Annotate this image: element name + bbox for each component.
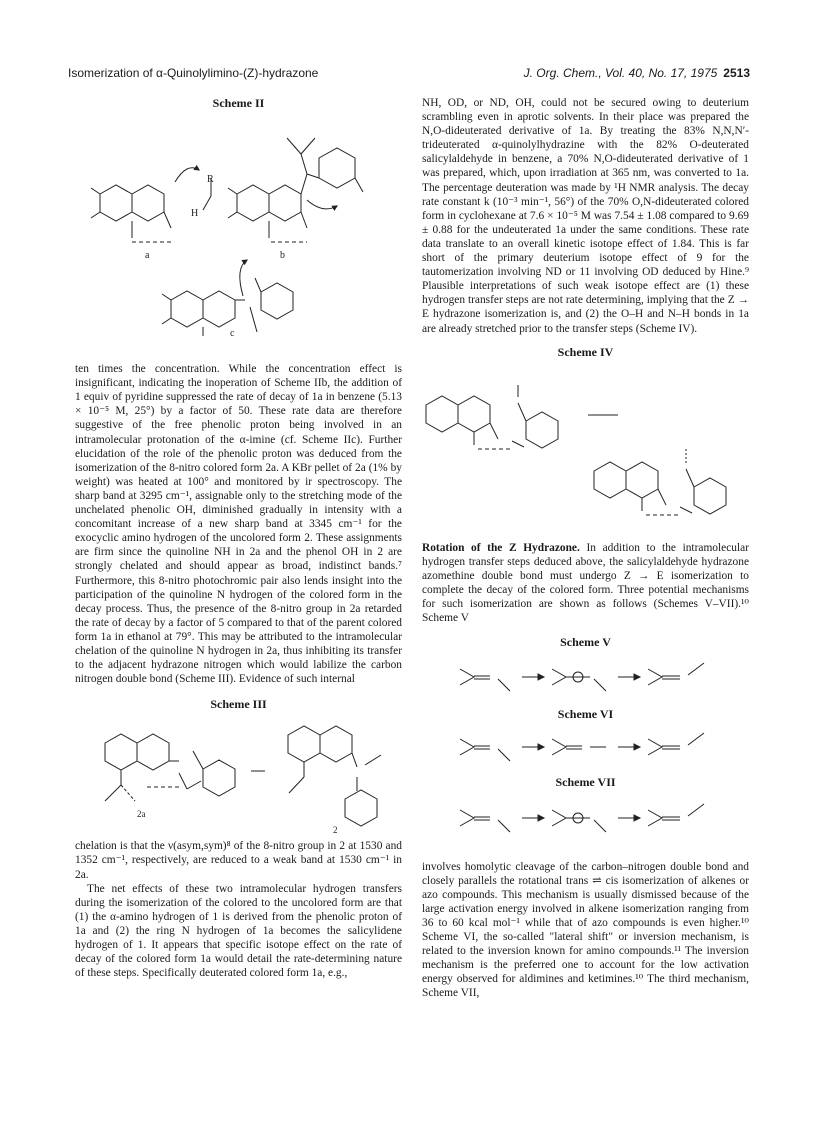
left-paragraph-1: ten times the concentration. While the concentration effect is insignificant, indicating the inoperation of Scheme IIb, the addition of 1 equiv of pyridine suppressed the rate of decay of 1a in benzene (5.13 × 10⁻⁵ M, 25°) by a factor of 50. These rate data are therefore suggestive of the free phenolic proton being involved in an intramolecular protonation of the α-imine (cf. Scheme IIc). Further elucidation of the role of the phenolic proton was deduced from the isomerization of the 8-nitro colored form 2a. A KBr pellet of 2a (1% by weight) was heated at 100° and monitored by ir spectroscopy. The sharp band at 3295 cm⁻¹, assignable only to the stretching mode of the unchelated phenolic OH, diminished gradually in intensity with a concomitant increase of a new sharp band at 3345 cm⁻¹ for the exocyclic amino hydrogen of the uncolored form 2. These assignments are firm since the quinoline NH in 2a and the phenol OH in 2 are strongly chelated and should appear as broad, indistinct bands.⁷ Furthermore, this 8-nitro photochromic pair also lends insight into the participation of the quinoline N hydrogen of the colored form in the decay process. Thus, the presence of the 8-nitro group in 2a retarded the rate of decay by a factor of 5 compared to that of the parent colored form 1a in ethanol at 79°. This may be attributed to the intramolecular chelation of the quinoline N hydrogen in 2a, thus inhibiting its transfer to the adjacent hydrazone nitrogen which would labilize the carbon nitrogen double bond (Scheme III). Evidence of such internal <box>75 363 402 686</box>
journal-ref: J. Org. Chem., Vol. 40, No. 17, 1975 <box>523 66 718 80</box>
running-header <box>68 66 750 84</box>
left-paragraph-3: The net effects of these two intramolecular hydrogen transfers during the isomerization of the colored to the uncolored form are that (1) the α-amino hydrogen of 1 is derived from the phenolic proton of 1a and (2) the ring N hydrogen of 1a becomes the salicylidene hydrogen of 1. It appears that specific isotope effect on the rate of decay of the colored form 1a would detail the rate-determining nature of these steps. Specifically deuterated colored form 1a, e.g., <box>75 882 402 980</box>
scheme-2-figure <box>75 110 402 338</box>
scheme-5-figure <box>422 649 749 705</box>
scheme-2-label-H: H <box>191 208 199 220</box>
running-title: Isomerization of α-Quinolylimino-(Z)-hydrazone <box>68 66 319 80</box>
scheme-6-figure <box>422 721 749 773</box>
scheme-2-label-a: a <box>145 250 150 262</box>
scheme-3-label-2: 2 <box>333 825 338 834</box>
right-paragraph-1: NH, OD, or ND, OH, could not be secured owing to deuterium scrambling even in aprotic solvents. In their place was prepared the N,O-dideuterated derivative of 1a. By treating the 83% N,N,N′-trideuterated α-quinolylhydrazine with the 82% O-deuterated salicylaldehyde in benzene, a 70% N,O-dideuterated derivative of 1 was prepared, which, upon irradiation at 365 nm, was converted to 1a. The percentage deuteration was made by ¹H NMR analysis. The decay rate constant k (10⁻³ min⁻¹, 56°) of the 70% O,N-dideuterated colored form in cyclohexane at 7.6 × 10⁻⁵ M was 7.54 ± 1.08 compared to 9.69 ± 0.88 for the undeuterated 1a under the same conditions. These rate data translate to an overall kinetic isotope effect of 1.84. This is far short of the primary deuterium isotope effect of 9 for the tautomerization involving ND or 11 involving OD deduced by Hine.⁹ Plausible interpretations of such weak isotope effect are (1) these hydrogen transfer steps are not rate determining, implying that the Z → E hydrazone isomerization is, and (2) the O–H and N–H bonds in 1a are already stretched prior to the transfer steps (Scheme IV). <box>422 97 749 335</box>
scheme-5-title: Scheme V <box>560 635 611 650</box>
left-paragraph-2: chelation is that the ν(asym,sym)⁸ of the 8-nitro group in 2 at 1530 and 1352 cm⁻¹, respectively, are reduced to a weak band at 1530 cm⁻¹ in 2a. <box>75 840 402 881</box>
scheme-2-label-b: b <box>280 250 285 262</box>
scheme-6-title: Scheme VI <box>557 707 614 722</box>
scheme-7-title: Scheme VII <box>555 775 616 790</box>
scheme-3-title: Scheme III <box>210 697 267 712</box>
scheme-2-label-c: c <box>230 328 235 339</box>
scheme-4-title: Scheme IV <box>557 344 614 359</box>
scheme-3-label-2a: 2a <box>137 809 146 820</box>
scheme-2-title: Scheme II <box>212 96 265 110</box>
scheme-2-label-R: R <box>207 174 214 186</box>
scheme-4-figure <box>422 359 749 535</box>
rotation-heading: Rotation of the Z Hydrazone. <box>422 541 580 554</box>
right-paragraph-2 <box>422 541 749 626</box>
scheme-7-figure <box>422 790 749 846</box>
right-paragraph-3: involves homolytic cleavage of the carbon–nitrogen double bond and closely parallels the rotational trans ⇌ cis isomerization of alkenes or azo compounds. This mechanism is usually dismissed because of the large activation energy involved in alkene isomerization ranging from 36 to 60 kcal mol⁻¹ while that of azo compounds is even higher.¹⁰ Scheme VI, the so-called "lateral shift" or inversion mechanism, is related to the inversion known for amino compounds.¹¹ The inversion mechanism is the preferred one to account for the low activation energy observed for aldimines and ketimines.¹⁰ The third mechanism, Scheme VII, <box>422 860 749 1000</box>
scheme-3-figure <box>75 711 402 833</box>
page-number: 2513 <box>723 66 750 80</box>
right-column <box>422 96 749 1000</box>
rotation-text: In addition to the intramolecular hydrogen transfer steps deduced above, the salicylaldehyde hydrazone azomethine double bond must undergo Z → E isomerization to complete the decay of the colored form. Three potential mechanisms for such isomerization are shown as follows (Schemes V–VII).¹⁰ Scheme V <box>422 541 749 625</box>
journal-citation <box>524 66 750 80</box>
left-column <box>75 96 402 980</box>
